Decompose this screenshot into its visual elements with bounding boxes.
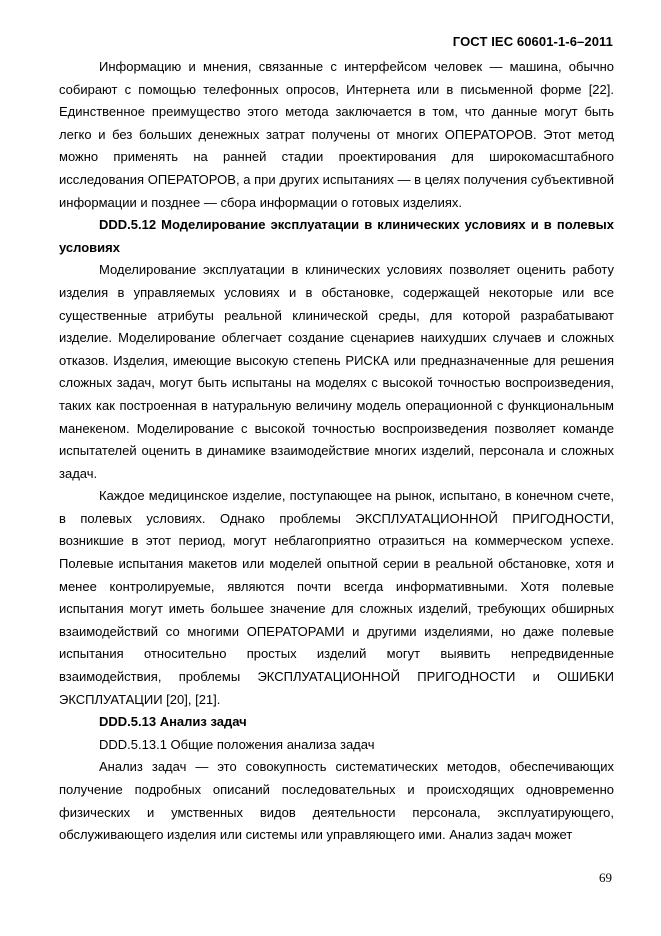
document-body bbox=[59, 56, 614, 847]
section-heading-ddd-5-12: DDD.5.12 Моделирование эксплуатации в клинических условиях и в полевых условиях bbox=[59, 217, 614, 255]
page-number: 69 bbox=[599, 870, 612, 885]
subsection-heading-ddd-5-13-1: DDD.5.13.1 Общие положения анализа задач bbox=[99, 736, 375, 752]
section-heading-ddd-5-13: DDD.5.13 Анализ задач bbox=[99, 714, 247, 730]
paragraph-field-testing: Каждое медицинское изделие, поступающее на рынок, испытано, в конечном счете, в полевых условиях. Однако проблемы ЭКСПЛУАТАЦИОННОЙ ПРИГОДНОСТИ, возникшие в этот период, могут неблагоприятно отразиться на коммерческом успехе. Полевые испытания макетов или моделей опытной серии в реальной обстановке, хотя и менее контролируемые, являются почти всегда информативными. Хотя полевые испытания могут иметь большее значение для сложных изделий, требующих обширных взаимодействий со многими ОПЕРАТОРАМИ и другими изделиями, но даже полевые испытания относительно простых изделий могут выявить непредвиденные взаимодействия, проблемы ЭКСПЛУАТАЦИОННОЙ ПРИГОДНОСТИ и ОШИБКИ ЭКСПЛУАТАЦИИ [20], [21]. bbox=[59, 488, 614, 707]
paragraph-simulation: Моделирование эксплуатации в клинических условиях позволяет оценить работу изделия в управляемых условиях и в обстановке, содержащей некоторые или все существенные атрибуты реальной клинической среды, для которой разрабатывают изделие. Моделирование облегчает создание сценариев наихудших случаев и сложных отказов. Изделия, имеющие высокую степень РИСКА или предназначенные для решения сложных задач, могут быть испытаны на моделях с высокой точностью воспроизведения, таких как построенная в натуральную величину модель операционной с функциональным манекеном. Моделирование с высокой точностью воспроизведения позволяет команде испытателей оценить в динамике взаимодействие многих изделий, персонала и сложных задач. bbox=[59, 262, 614, 481]
document-header: ГОСТ IEC 60601-1-6–2011 bbox=[452, 34, 613, 49]
paragraph-questionnaire-method: Информацию и мнения, связанные с интерфейсом человек — машина, обычно собирают с помощью телефонных опросов, Интернета или в письменной форме [22]. Единственное преимущество этого метода заключается в том, что данные могут быть легко и без больших денежных затрат получены от многих ОПЕРАТОРОВ. Этот метод можно применять на ранней стадии проектирования для широкомасштабного исследования ОПЕРАТОРОВ, а при других испытаниях — в целях получения субъективной информации и позднее — сбора информации о готовых изделиях. bbox=[59, 59, 614, 210]
paragraph-task-analysis: Анализ задач — это совокупность систематических методов, обеспечивающих получение подробных описаний последовательных и происходящих одновременно физических и умственных видов деятельности персонала, эксплуатирующего, обслуживающего изделия или системы или управляющего ими. Анализ задач может bbox=[59, 759, 614, 843]
